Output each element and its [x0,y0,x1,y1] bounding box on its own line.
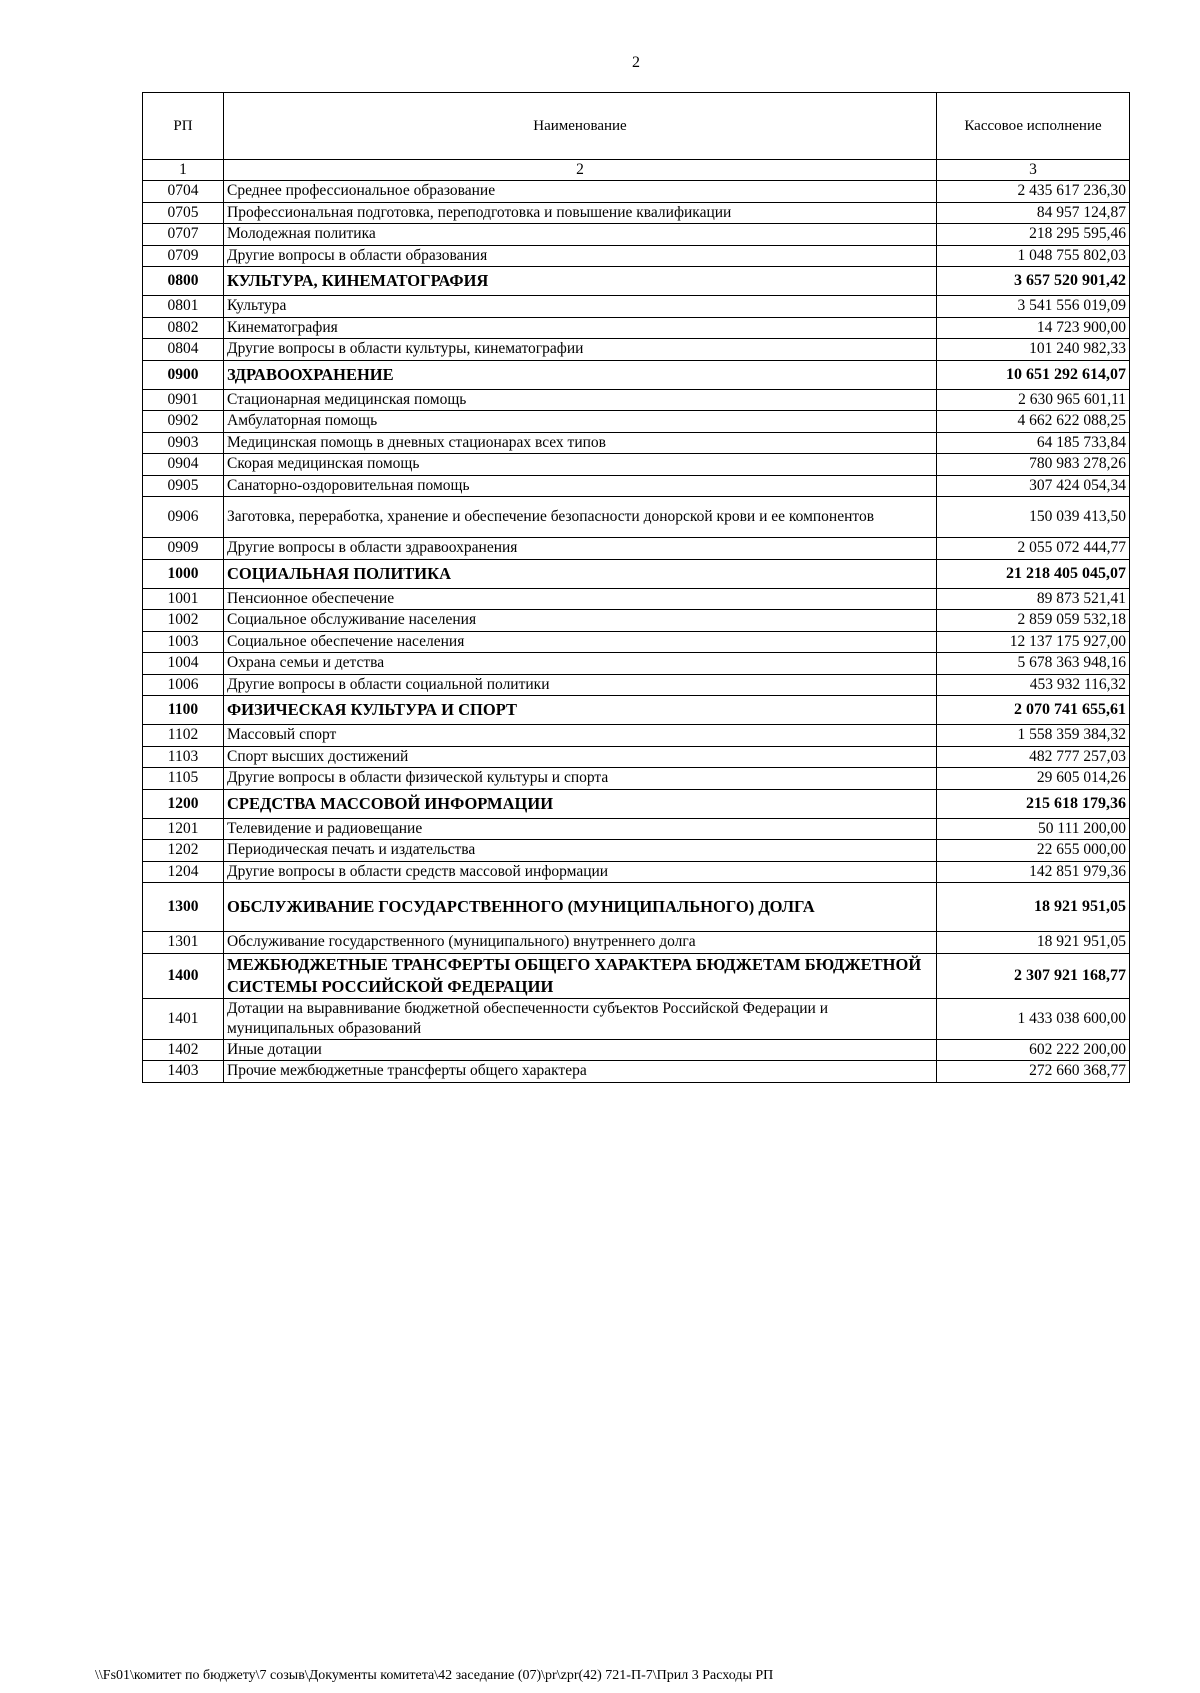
row-value: 4 662 622 088,25 [937,411,1130,433]
row-name: Социальное обслуживание населения [224,610,937,632]
table-row [143,725,1130,747]
row-name: Санаторно-оздоровительная помощь [224,475,937,497]
column-number: 2 [224,160,937,181]
row-code: 0704 [143,181,224,203]
row-value: 218 295 595,46 [937,224,1130,246]
row-code: 1202 [143,840,224,862]
row-code: 0709 [143,245,224,267]
row-name: Прочие межбюджетные трансферты общего характера [224,1061,937,1083]
table-row [143,746,1130,768]
row-value: 12 137 175 927,00 [937,631,1130,653]
footer-file-path: \\Fs01\комитет по бюджету\7 созыв\Документы комитета\42 заседание (07)\pr\zpr(42) 721-П-7\Прил 3 Расходы РП [95,1668,774,1683]
row-name: Кинематография [224,317,937,339]
row-name: Социальное обеспечение населения [224,631,937,653]
row-name: Другие вопросы в области средств массовой информации [224,861,937,883]
row-name: Другие вопросы в области образования [224,245,937,267]
table-row [143,588,1130,610]
row-name: Культура [224,296,937,318]
row-name: Массовый спорт [224,725,937,747]
row-value: 2 859 059 532,18 [937,610,1130,632]
page-number: 2 [632,54,640,71]
section-row [143,789,1130,818]
row-value: 1 558 359 384,32 [937,725,1130,747]
row-code: 1201 [143,818,224,840]
header-value: Кассовое исполнение [937,93,1130,160]
row-value: 602 222 200,00 [937,1039,1130,1061]
row-code: 0707 [143,224,224,246]
row-name: Периодическая печать и издательства [224,840,937,862]
row-name: СРЕДСТВА МАССОВОЙ ИНФОРМАЦИИ [224,789,937,818]
row-value: 10 651 292 614,07 [937,360,1130,389]
table-row [143,296,1130,318]
table-row [143,861,1130,883]
row-code: 1003 [143,631,224,653]
column-number: 1 [143,160,224,181]
row-code: 0804 [143,339,224,361]
row-value: 84 957 124,87 [937,202,1130,224]
table-row [143,768,1130,790]
row-value: 50 111 200,00 [937,818,1130,840]
row-name: Иные дотации [224,1039,937,1061]
budget-table [142,92,1130,1083]
row-code: 0909 [143,538,224,560]
row-code: 1204 [143,861,224,883]
row-name: МЕЖБЮДЖЕТНЫЕ ТРАНСФЕРТЫ ОБЩЕГО ХАРАКТЕРА БЮДЖЕТАМ БЮДЖЕТНОЙ СИСТЕМЫ РОССИЙСКОЙ ФЕДЕРАЦИИ [224,953,937,998]
row-value: 215 618 179,36 [937,789,1130,818]
row-name: СОЦИАЛЬНАЯ ПОЛИТИКА [224,559,937,588]
row-name: Обслуживание государственного (муниципального) внутреннего долга [224,932,937,954]
table-row [143,475,1130,497]
row-name: Заготовка, переработка, хранение и обеспечение безопасности донорской крови и ее компонентов [224,497,937,538]
row-value: 142 851 979,36 [937,861,1130,883]
row-name: Другие вопросы в области социальной политики [224,674,937,696]
table-row [143,389,1130,411]
row-code: 1000 [143,559,224,588]
table-row [143,317,1130,339]
row-value: 5 678 363 948,16 [937,653,1130,675]
table-row [143,181,1130,203]
row-code: 0902 [143,411,224,433]
section-row [143,696,1130,725]
row-code: 1105 [143,768,224,790]
table-row [143,432,1130,454]
table-row [143,1061,1130,1083]
row-code: 0903 [143,432,224,454]
section-row [143,559,1130,588]
row-value: 2 055 072 444,77 [937,538,1130,560]
table-row [143,411,1130,433]
table-row [143,1039,1130,1061]
table-body [143,181,1130,1083]
header-name: Наименование [224,93,937,160]
row-code: 0800 [143,267,224,296]
section-row [143,883,1130,932]
header-row [143,93,1130,160]
row-name: Дотации на выравнивание бюджетной обеспеченности субъектов Российской Федерации и муниципальных образований [224,998,937,1039]
row-code: 1400 [143,953,224,998]
table-row [143,932,1130,954]
row-code: 1402 [143,1039,224,1061]
row-value: 1 433 038 600,00 [937,998,1130,1039]
row-code: 0802 [143,317,224,339]
row-name: Другие вопросы в области здравоохранения [224,538,937,560]
row-value: 482 777 257,03 [937,746,1130,768]
row-code: 1006 [143,674,224,696]
row-value: 22 655 000,00 [937,840,1130,862]
row-value: 3 657 520 901,42 [937,267,1130,296]
table-row [143,538,1130,560]
row-value: 2 307 921 168,77 [937,953,1130,998]
table-row [143,631,1130,653]
row-name: Телевидение и радиовещание [224,818,937,840]
section-row [143,953,1130,998]
row-name: Охрана семьи и детства [224,653,937,675]
row-name: Пенсионное обеспечение [224,588,937,610]
row-code: 0901 [143,389,224,411]
row-value: 307 424 054,34 [937,475,1130,497]
table-row [143,497,1130,538]
row-name: Амбулаторная помощь [224,411,937,433]
row-value: 21 218 405 045,07 [937,559,1130,588]
row-code: 1300 [143,883,224,932]
row-code: 0705 [143,202,224,224]
header-code: РП [143,93,224,160]
row-code: 1301 [143,932,224,954]
row-code: 1001 [143,588,224,610]
table-row [143,998,1130,1039]
row-code: 1002 [143,610,224,632]
row-value: 150 039 413,50 [937,497,1130,538]
row-name: Профессиональная подготовка, переподготовка и повышение квалификации [224,202,937,224]
row-code: 1403 [143,1061,224,1083]
table-row [143,245,1130,267]
row-name: Спорт высших достижений [224,746,937,768]
row-name: Стационарная медицинская помощь [224,389,937,411]
row-value: 14 723 900,00 [937,317,1130,339]
row-value: 780 983 278,26 [937,454,1130,476]
row-name: КУЛЬТУРА, КИНЕМАТОГРАФИЯ [224,267,937,296]
row-code: 0904 [143,454,224,476]
table-row [143,224,1130,246]
row-name: ЗДРАВООХРАНЕНИЕ [224,360,937,389]
row-code: 1401 [143,998,224,1039]
row-name: Среднее профессиональное образование [224,181,937,203]
row-name: Скорая медицинская помощь [224,454,937,476]
row-value: 64 185 733,84 [937,432,1130,454]
table-row [143,610,1130,632]
row-value: 3 541 556 019,09 [937,296,1130,318]
row-code: 1100 [143,696,224,725]
row-value: 18 921 951,05 [937,932,1130,954]
row-code: 0906 [143,497,224,538]
row-code: 1200 [143,789,224,818]
table-row [143,818,1130,840]
row-name: Молодежная политика [224,224,937,246]
row-value: 2 630 965 601,11 [937,389,1130,411]
row-value: 2 435 617 236,30 [937,181,1130,203]
row-code: 1102 [143,725,224,747]
row-value: 18 921 951,05 [937,883,1130,932]
table-row [143,454,1130,476]
row-value: 272 660 368,77 [937,1061,1130,1083]
row-name: ОБСЛУЖИВАНИЕ ГОСУДАРСТВЕННОГО (МУНИЦИПАЛЬНОГО) ДОЛГА [224,883,937,932]
column-number: 3 [937,160,1130,181]
row-value: 453 932 116,32 [937,674,1130,696]
row-value: 1 048 755 802,03 [937,245,1130,267]
row-code: 0801 [143,296,224,318]
row-code: 1103 [143,746,224,768]
row-code: 0900 [143,360,224,389]
row-code: 1004 [143,653,224,675]
row-value: 89 873 521,41 [937,588,1130,610]
row-code: 0905 [143,475,224,497]
section-row [143,267,1130,296]
row-name: Другие вопросы в области физической культуры и спорта [224,768,937,790]
table-row [143,339,1130,361]
row-value: 2 070 741 655,61 [937,696,1130,725]
row-value: 101 240 982,33 [937,339,1130,361]
table-row [143,653,1130,675]
column-number-row [143,160,1130,181]
table-row [143,202,1130,224]
section-row [143,360,1130,389]
row-value: 29 605 014,26 [937,768,1130,790]
row-name: ФИЗИЧЕСКАЯ КУЛЬТУРА И СПОРТ [224,696,937,725]
row-name: Медицинская помощь в дневных стационарах всех типов [224,432,937,454]
table-row [143,840,1130,862]
table-row [143,674,1130,696]
row-name: Другие вопросы в области культуры, кинематографии [224,339,937,361]
